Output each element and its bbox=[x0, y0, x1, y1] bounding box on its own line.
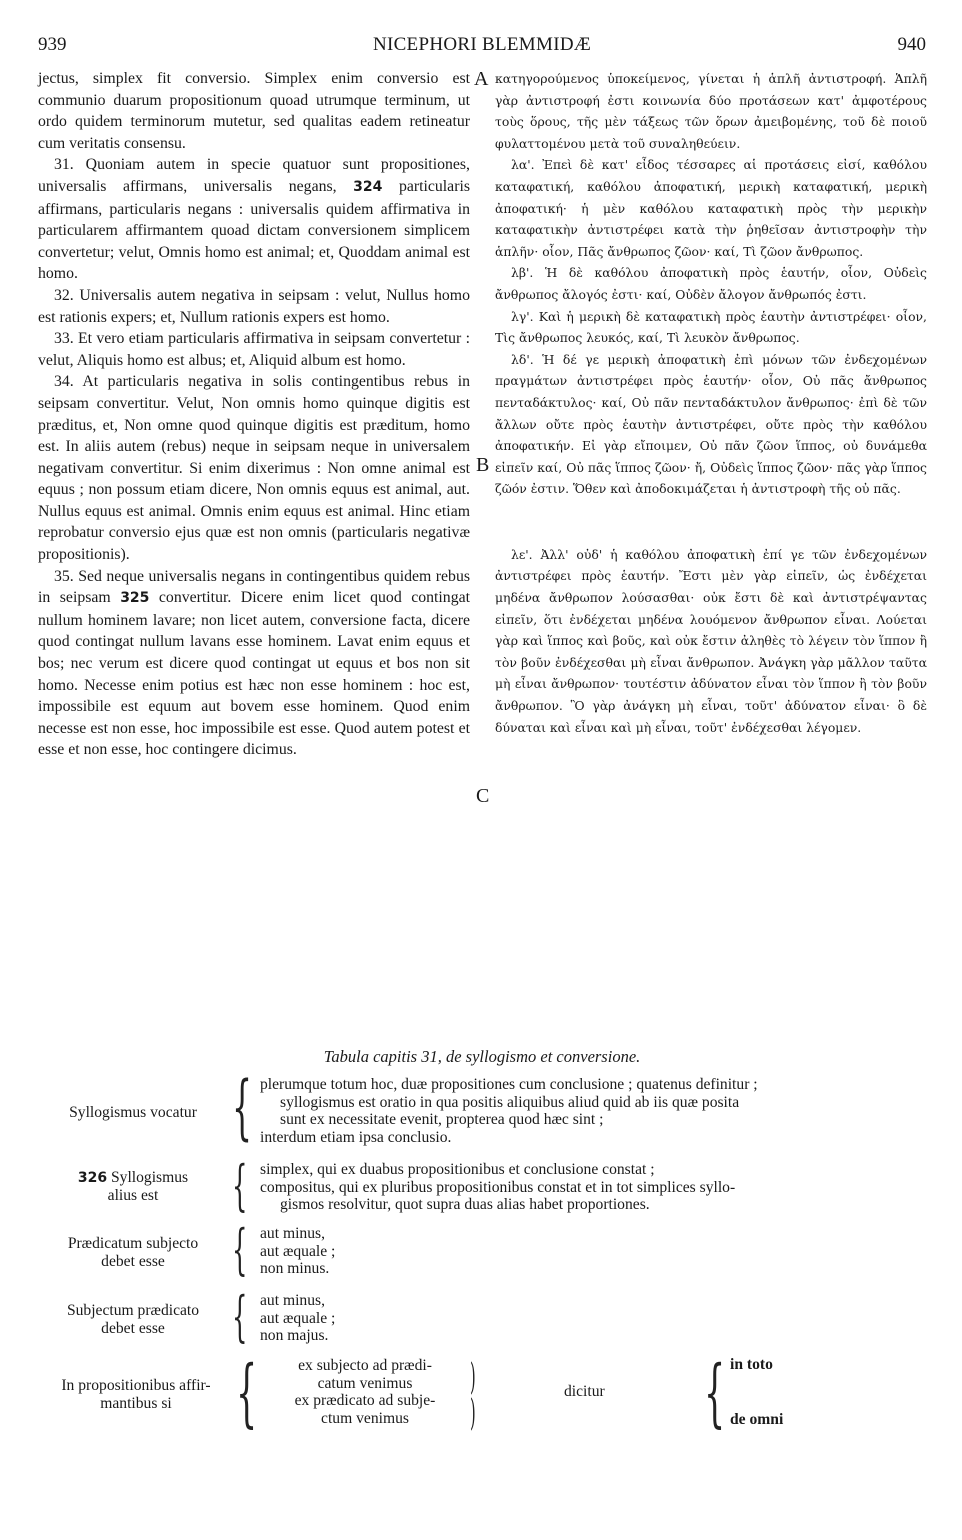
row-item: aut æquale ; bbox=[260, 1309, 336, 1327]
table-row-praedicatum bbox=[38, 1218, 926, 1281]
row-item: aut minus, bbox=[260, 1225, 325, 1242]
margin-mark-b: B bbox=[476, 454, 490, 476]
left-page-number: 939 bbox=[38, 34, 67, 55]
table-row-propositionibus bbox=[38, 1350, 926, 1437]
brace-icon: { bbox=[232, 1218, 248, 1281]
row-label-2: mantibus si bbox=[100, 1395, 172, 1412]
latin-para-33: 33. Et vero etiam particularis affirmativa in seipsam convertetur : velut, Aliquis homo est albus; et, Aliquid album est homo. bbox=[38, 330, 470, 369]
row-item: compositus, qui ex pluribus propositionibus constat et in tot simplices syllo- bbox=[260, 1178, 736, 1196]
greek-para-intro: κατηγορούμενος ὑποκείμενος, γίνεται ἡ ἁπλῆ ἀντιστροφή. Ἁπλῆ γὰρ ἀντιστροφή ἐστι κοινωνία δύο προτάσεων κατ' ἀμφοτέρους τοὺς ὅρους, τῆς μὲν τάξεως τῶν ὅρων ἀμειβομένης, τοῦ δὲ ποιοῦ φυλαττομένου μετὰ τοῦ συναληθεύειν. bbox=[495, 71, 927, 151]
latin-column bbox=[38, 68, 470, 761]
latin-text: convertitur. Dicere enim licet quod contingat nullum hominem lavare; non licet autem, conversione facta, dicere quod contingat nullum lavans esse hominem. Lavat enim equus et bos; nec verum est dicere quod contingat ut equus et bos non sit homo. Necesse enim potius est hæc non esse hominem : hoc est, impossibile est equum aut bovem esse hominem. Quod enim necesse est non esse, hoc impossibile est esse. Quod autem potest et esse et non esse, hoc contingere dicimus. bbox=[38, 589, 471, 759]
row-label-2: debet esse bbox=[101, 1320, 165, 1337]
row-label: Subjectum prædicato bbox=[66, 1302, 200, 1319]
dicitur-label: dicitur bbox=[564, 1383, 605, 1400]
table-row-subjectum bbox=[38, 1285, 926, 1348]
table-row-syllogismus-alius bbox=[38, 1154, 926, 1217]
latin-para-34: 34. At particularis negativa in solis contingentibus rebus in seipsam convertitur. Velut, Non omnis homo quinque digitis est præditus, et, Non omne quod quinque digitis est præditum, homo est. In aliis autem (rebus) neque in seipsam neque in universalem negativam convertitur. Si enim dixerimus : Non omne animal est equus ; non possum etiam dicere, Non omnis equus est animal, aut. Nullus equus est animal. Omnis enim equus est animal. Hinc etiam reprobatur conversio ejus quæ est non omnis (particularis negativæ propositionis). bbox=[38, 373, 470, 564]
latin-para-intro: jectus, simplex fit conversio. Simplex enim conversio est communio duarum propositionum quoad utrumque terminum, ut ordo quidem terminorum mutetur, sed qualitas eadem retineatur cum veritatis consensu. bbox=[38, 70, 470, 152]
margin-mark-a: A bbox=[474, 68, 489, 90]
latin-text: 31. Quoniam autem in specie quatuor sunt propositiones, universalis affirmans, universalis negans, bbox=[38, 156, 470, 195]
margin-mark-c: C bbox=[476, 785, 490, 807]
right-item-de-omni: de omni bbox=[730, 1411, 784, 1428]
row-item: simplex, qui ex duabus propositionibus et conclusione constat ; bbox=[260, 1161, 655, 1178]
greek-para-31: λα'. Ἐπεὶ δὲ κατ' εἶδος τέσσαρες αἱ προτάσεις εἰσί, καθόλου καταφατική, καθόλου ἀποφατική, μερικὴ καταφατική, μερικὴ ἀποφατική· ἡ μὲν καθόλου καταφατικὴ πρὸς τὴν μερικὴν καταφατικὴν ἀντιστρέφει κατὰ τὴν ῥηθεῖσαν ἀντιστροφὴν τὴν ἁπλῆν· οἷον, Πᾶς ἄνθρωπος ζῶον· καί, Τὶ ζῶον ἄνθρωπος. bbox=[495, 157, 927, 259]
latin-para-32: 32. Universalis autem negativa in seipsam : velut, Nullus homo est rationis expers; et, Nullum rationis expers est homo. bbox=[38, 286, 470, 326]
brace-icon: { bbox=[236, 1350, 258, 1436]
row-item: plerumque totum hoc, duæ propositiones cum conclusione ; quatenus definitur ; bbox=[260, 1076, 758, 1093]
row-item: aut minus, bbox=[260, 1292, 325, 1309]
middle-items bbox=[260, 1357, 470, 1427]
row-items bbox=[260, 1225, 926, 1278]
paren-close-icon: ) bbox=[470, 1393, 476, 1434]
greek-para-35: λε'. Ἀλλ' οὐδ' ἡ καθόλου ἀποφατικὴ ἐπί γε τῶν ἐνδεχομένων ἀντιστρέφει πρὸς ἑαυτήν. Ἔστι μὲν γὰρ εἰπεῖν, ὡς ἐνδέχεται μηδένα ἄνθρωπον λούσασθαι· οὐκ ἔστι δὲ καὶ ἀντιστρέψαντας εἰπεῖν, ὅτι ἐνδέχεται μηδένα λουόμενον ἄνθρωπον εἶναι. Λούεται γὰρ καὶ ἵππος καὶ βοῦς, καὶ οὐκ ἔστιν ἀληθὲς τὸ λέγειν τὸν ἵππον ἢ τὸν βοῦν ἐνδέχεσθαι μὴ εἶναι ἄνθρωπον. Ἀνάγκη γὰρ μᾶλλον ταῦτα μὴ εἶναι ἄνθρωπον· τουτέστιν ἀδύνατον εἶναι τὸν ἵππον ἢ τὸν βοῦν ἄνθρωπον. Ὃ γὰρ ἀνάγκη μὴ εἶναι, τοῦτ' ἀδύνατον εἶναι· ὃ δὲ δύναται καὶ εἶναι καὶ μὴ εἶναι, τοῦτ' ἐνδέχεσθαι λέγομεν. bbox=[495, 546, 927, 735]
brace-icon: { bbox=[232, 1285, 248, 1348]
row-item: sunt ex necessitate evenit, propterea quod hæc sint ; bbox=[280, 1111, 604, 1128]
latin-para-31 bbox=[38, 154, 470, 285]
latin-text: 35. Sed neque universalis negans in contingentibus quidem rebus in seipsam bbox=[38, 567, 470, 607]
brace-icon: { bbox=[232, 1154, 248, 1217]
row-label: In propositionibus affir- bbox=[61, 1377, 211, 1394]
marginal-page-number: 324 bbox=[353, 178, 383, 195]
row-item: aut æquale ; bbox=[260, 1242, 336, 1260]
row-items bbox=[260, 1076, 926, 1146]
row-label-2: debet esse bbox=[101, 1253, 165, 1270]
label-text: Syllogismus bbox=[111, 1169, 189, 1186]
row-item: ex subjecto ad prædi- bbox=[298, 1357, 432, 1374]
row-item: non majus. bbox=[260, 1327, 329, 1344]
row-items bbox=[260, 1161, 926, 1214]
row-item: interdum etiam ipsa conclusio. bbox=[260, 1128, 452, 1146]
row-label bbox=[38, 1169, 228, 1188]
row-item: ctum venimus bbox=[321, 1409, 409, 1427]
row-item: ex prædicato ad subje- bbox=[294, 1392, 436, 1409]
greek-para-32: λβ'. Ἡ δὲ καθόλου ἀποφατικὴ πρὸς ἑαυτήν, οἷον, Οὐδεὶς ἄνθρωπος ἄλογός ἐστι· καί, Οὐδὲν ἄλογον ἄνθρωπός ἐστι. bbox=[495, 265, 927, 302]
marginal-page-number: 326 bbox=[77, 1170, 108, 1186]
row-label-2: alius est bbox=[107, 1187, 159, 1204]
right-page-number: 940 bbox=[897, 34, 926, 55]
running-title: NICEPHORI BLEMMIDÆ bbox=[372, 34, 592, 55]
brace-icon: { bbox=[704, 1350, 726, 1436]
greek-para-33: λγ'. Καὶ ἡ μερικὴ δὲ καταφατικὴ πρὸς ἑαυτὴν ἀντιστρέφει· οἷον, Τὶς ἄνθρωπος λευκός, καί, Τὶ λευκὸν ἄνθρωπος. bbox=[495, 308, 927, 346]
row-item: non minus. bbox=[260, 1260, 330, 1277]
page-header bbox=[38, 34, 926, 58]
latin-para-35 bbox=[38, 566, 470, 761]
paren-close-icon: ) bbox=[470, 1357, 476, 1398]
row-label: Syllogismus vocatur bbox=[69, 1104, 197, 1121]
table-title: Tabula capitis 31, de syllogismo et conversione. bbox=[323, 1047, 641, 1066]
right-item-in-toto: in toto bbox=[730, 1356, 773, 1373]
table-row-syllogismus-vocatur bbox=[38, 1066, 926, 1150]
row-item: syllogismus est oratio in qua positis aliquibus aliud quid ab iis quæ posita bbox=[280, 1093, 740, 1111]
row-item: catum venimus bbox=[317, 1374, 413, 1392]
marginal-page-number: 325 bbox=[120, 590, 150, 607]
greek-para-34: λδ'. Ἡ δέ γε μερικὴ ἀποφατικὴ ἐπὶ μόνων τῶν ἐνδεχομένων πραγμάτων ἀντιστρέφει πρὸς ἑαυτήν· οἷον, Οὐ πᾶς ἄνθρωπος πενταδάκτυλος· καί, Οὐ πᾶν πενταδάκτυλον ἄνθρωπος· ἐπὶ δὲ τῶν ἄλλων οὔτε πρὸς ἑαυτὴν ἀντιστρέφει, οὔτε πρὸς τὴν καθόλου ἀποφατικήν. Εἰ γὰρ εἴποιμεν, Οὐ πᾶν ζῶον ἵππος, οὐ δυνάμεθα εἰπεῖν καί, Οὐ πᾶς ἵππος ζῶον· ἤ, Οὐδεὶς ἵππος ζῶον· πᾶς γὰρ ἵππος ζῶόν ἐστιν. Ὅθεν καὶ ἀποδοκιμάζεται ἡ ἀντιστροφὴ τῆς οὐ πᾶς. bbox=[495, 351, 927, 497]
latin-text: particularis affirmans, particularis negans : universalis quidem affirmativa in particularem affirmantem quoad dictam conversionem simplicem convertetur; velut, Omnis homo est animal; et, Quoddam animal est homo. bbox=[38, 177, 470, 283]
row-label: Prædicatum subjecto bbox=[67, 1235, 199, 1252]
row-items bbox=[260, 1292, 926, 1345]
row-item: gismos resolvitur, quot supra duas alias habet proportiones. bbox=[280, 1196, 650, 1213]
brace-icon: { bbox=[232, 1066, 253, 1148]
greek-column bbox=[495, 68, 927, 738]
